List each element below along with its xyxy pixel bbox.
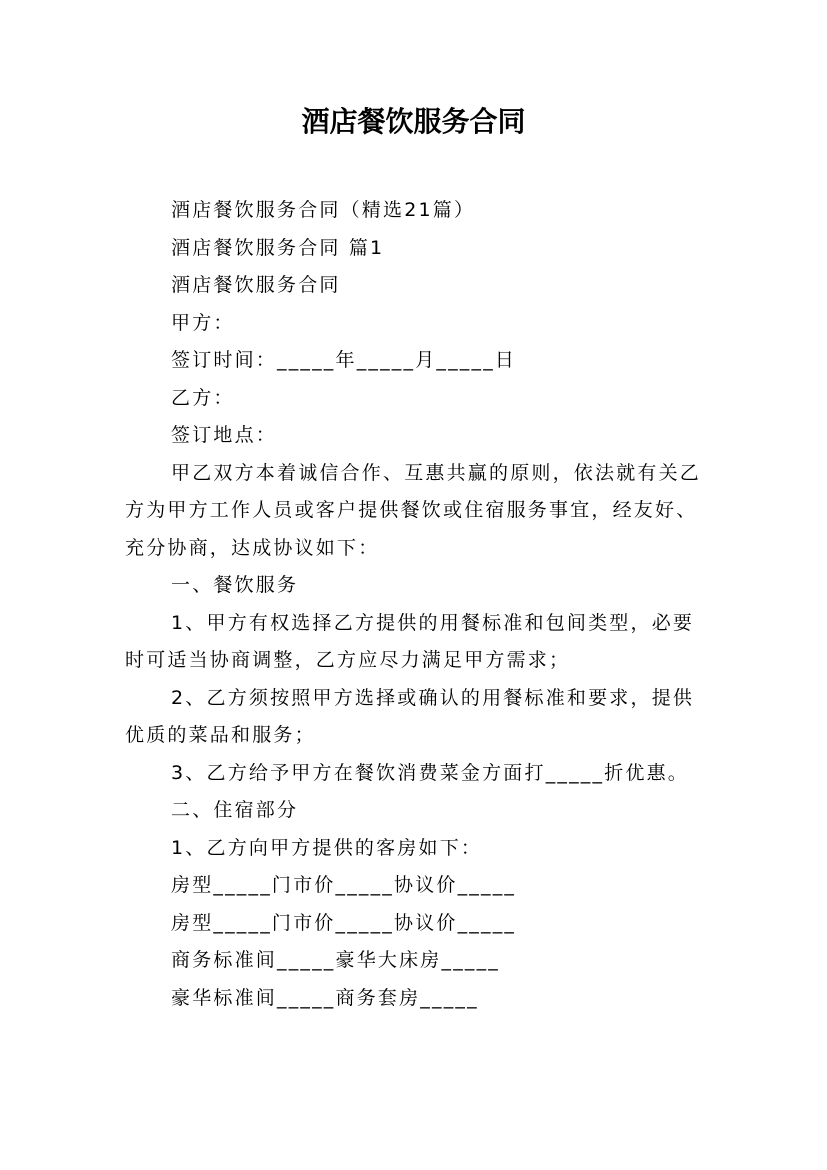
section-heading: 一、餐饮服务 [171, 574, 299, 596]
section-heading: 二、住宿部分 [171, 799, 299, 821]
room-line: 房型_____门市价_____协议价_____ [171, 911, 517, 934]
document-body [125, 192, 715, 1017]
paragraph: 签订时间：_____年_____月_____日 [171, 349, 517, 371]
paragraph: 1、乙方向甲方提供的客房如下： [171, 836, 483, 859]
room-line: 房型_____门市价_____协议价_____ [171, 874, 517, 896]
paragraph: 甲方： [171, 311, 235, 334]
paragraph: 3、乙方给予甲方在餐饮消费菜金方面打_____折优惠。 [171, 761, 689, 784]
paragraph: 2、乙方须按照甲方选择或确认的用餐标准和要求，提供优质的菜品和服务； [125, 686, 695, 746]
paragraph: 酒店餐饮服务合同 篇1 [171, 236, 385, 259]
document-title: 酒店餐饮服务合同 [301, 105, 526, 138]
room-line: 商务标准间_____豪华大床房_____ [171, 949, 501, 971]
paragraph: 甲乙双方本着诚信合作、互惠共赢的原则，依法就有关乙方为甲方工作人员或客户提供餐饮或住宿服务事宜，经友好、充分协商，达成协议如下： [125, 461, 702, 559]
paragraph: 酒店餐饮服务合同（精选21篇） [171, 199, 476, 221]
paragraph: 酒店餐饮服务合同 [171, 274, 341, 296]
paragraph: 签订地点： [171, 424, 278, 446]
room-line: 豪华标准间_____商务套房_____ [171, 986, 479, 1009]
paragraph: 1、甲方有权选择乙方提供的用餐标准和包间类型，必要时可适当协商调整，乙方应尽力满足甲方需求； [125, 611, 695, 671]
paragraph: 乙方： [171, 386, 235, 409]
